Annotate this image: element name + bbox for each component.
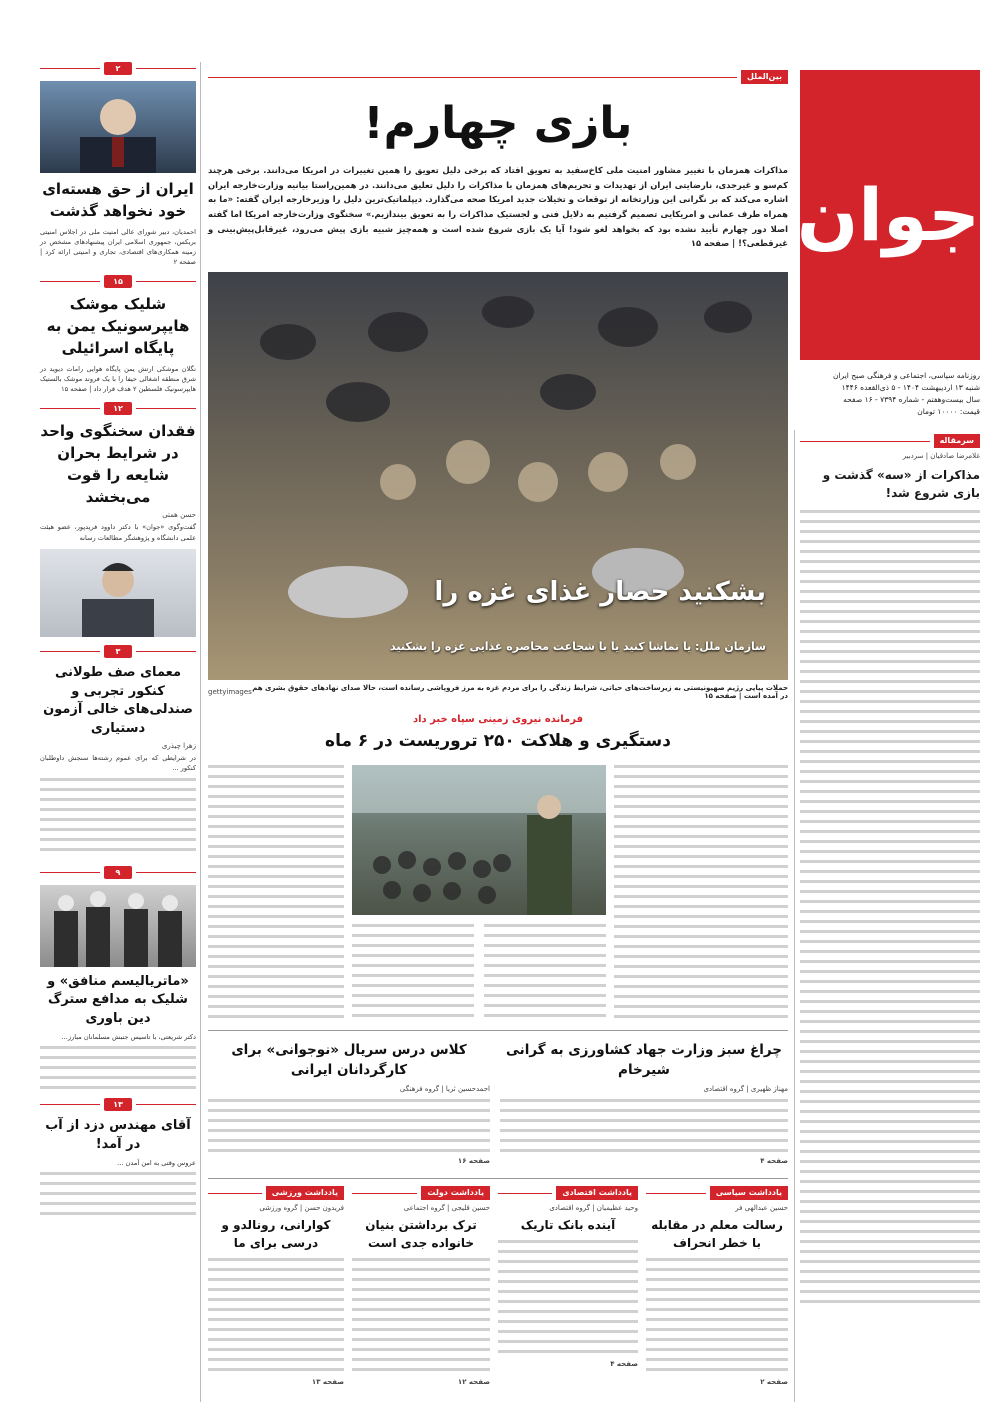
left-item <box>40 275 196 394</box>
editorial-header <box>800 434 980 448</box>
note-economic-author: وحید عظیمیان | گروه اقتصادی <box>549 1204 638 1212</box>
note-state-author: حسین قلیجی | گروه اجتماعی <box>403 1204 490 1212</box>
left-item-photo <box>40 81 196 173</box>
feature-series-body <box>208 1099 490 1157</box>
note-state-title[interactable]: ترک برداشتن بنیان خانواده جدی است <box>365 1218 477 1250</box>
note-state <box>352 1186 490 1386</box>
left-item-body: احمدیان، دبیر شورای عالی امنیت ملی در اجلاس امنیتی بریکس، جمهوری اسلامی ایران پیشنهادهای مشخص در زمینه همکاری‌های اقتصادی، تجاری و امنیتی ارائه کرد | صفحه ۲ <box>40 227 196 267</box>
left-item-title[interactable]: معمای صف طولانی کنکور تجربی و صندلی‌های خالی آزمون دستیاری <box>43 664 193 737</box>
lead-section-header <box>208 70 788 84</box>
divider <box>208 1178 788 1179</box>
left-item <box>40 62 196 267</box>
note-economic-body <box>498 1240 638 1360</box>
irgc-headline[interactable]: دستگیری و هلاکت ۲۵۰ تروریست در ۶ ماه <box>325 731 671 751</box>
left-item-body: در شرایطی که برای عموم رشته‌ها سنجش داوطلبان کنکور ... <box>40 754 196 773</box>
left-item-title[interactable]: ایران از حق هسته‌ای خود نخواهد گذشت <box>42 180 194 220</box>
editorial <box>800 434 980 1310</box>
left-item-body-lines <box>40 1046 196 1096</box>
masthead-logo-block <box>796 70 980 370</box>
note-sports-author: فریدون حسن | گروه ورزشی <box>259 1204 344 1212</box>
irgc-photo <box>352 765 606 915</box>
hero-caption: حملات پیاپی رژیم صهیونیستی به زیرساخت‌های حیاتی، شرایط زندگی را برای مردم غزه به مرز فروپاشی رسانده است، حالا صدای نهادهای حقوق بشری هم در آمده است | صفحه ۱۵ <box>252 684 788 700</box>
editorial-author: غلامرضا صادقیان | سردبیر <box>902 452 980 460</box>
note-state-body <box>352 1258 490 1378</box>
irgc-body-center-left <box>352 924 474 1024</box>
left-item-body-lines <box>40 778 196 862</box>
left-item-author: حسن همتی <box>162 511 196 520</box>
note-economic <box>498 1186 638 1368</box>
feature-series-author: احمدحسین ثریا | گروه فرهنگی <box>399 1084 490 1093</box>
feature-series-title[interactable]: کلاس درس سریال «نوجوانی» برای کارگردانان ایرانی <box>231 1042 467 1079</box>
lead-summary: مذاکرات همزمان با تغییر مشاور امنیت ملی کاخ‌سفید به تعویق افتاد که برخی دلیل تعویق را همین تغییرات در امریکا می‌دانند. برخی هرچند کم‌سو و غیرجدی، نارضایتی ایران از تهدیدات و تحریم‌های همزمان با مذاکرات را دلیل تعلیق می‌دانند. در همین‌راستا بیانیه وزارت‌خارجه ایران اشاره می‌کند که بر نگرانی این وزارتخانه از توقعات و تخیلات جدید امریکا صحه می‌گذارد. دیپلماتیک‌ترین دلیل را وزیرخارجه ایران گفته: «ما به همراه طرف عمانی و امریکایی تصمیم گرفتیم به دلایل فنی و لجستیک مذاکرات را به تعویق بیندازیم.» سخنگوی وزارت‌خارجه امریکا اما گفته اصلا دور چهارم تأیید نشده بود که بخواهد لغو شود! آیا یک بازی شروع شده است و همه‌چیز شبیه بازی پیش می‌رود، غیرقابل‌پیش‌بینی و غیرقطعی؟! | صفحه ۱۵ <box>208 164 788 249</box>
page-badge: ۳ <box>104 645 132 658</box>
masthead-info <box>800 370 980 418</box>
left-item-body: دکتر شریعتی، با تاسیس جنبش مسلمانان مبارز... <box>61 1033 196 1042</box>
note-political-label: یادداشت سیاسی <box>710 1186 788 1200</box>
masthead-info-line3: سال بیست‌وهفتم - شماره ۷۳۹۴ - ۱۶ صفحه <box>843 395 980 404</box>
masthead-info-line2: شنبه ۱۳ اردیبهشت ۱۴۰۴ - ۵ ذی‌القعده ۱۴۴۶ <box>841 383 980 392</box>
feature-series <box>208 1040 490 1165</box>
irgc-photo-illustration <box>352 765 606 915</box>
hero-photo <box>208 272 788 680</box>
hero-credit: gettyimages <box>208 688 252 696</box>
irgc-body-right <box>614 765 788 1023</box>
note-economic-title[interactable]: آینده بانک تاریک <box>520 1218 616 1232</box>
left-item-photo <box>40 885 196 967</box>
left-item-body-lines <box>40 1172 196 1222</box>
feature-dairy-author: مهناز ظهیری | گروه اقتصادی <box>703 1084 788 1093</box>
editorial-label: سرمقاله <box>934 434 980 448</box>
note-economic-page: صفحه ۴ <box>610 1360 638 1368</box>
page-badge: ۱۵ <box>104 275 132 288</box>
feature-dairy-page: صفحه ۴ <box>760 1156 788 1165</box>
lead-section <box>208 70 788 251</box>
left-item <box>40 866 196 1097</box>
note-political-page: صفحه ۲ <box>760 1378 788 1386</box>
irgc-kicker: فرمانده نیروی زمینی سپاه خبر داد <box>413 714 583 725</box>
note-state-label: یادداشت دولت <box>421 1186 490 1200</box>
hero-overlay-subtitle: سازمان ملل: یا تماشا کنید یا با شجاعت محاصره غذایی غزه را بشکنید <box>390 640 766 653</box>
left-item-body: نگلان موشکی ارتش یمن پایگاه هوایی رامات دیوید در شرق منطقه اشغالی حیفا را با یک فروند موشک بالستیک هایپرسونیک فلسطین ۲ هدف قرار داد | صفحه ۱۵ <box>40 364 196 394</box>
page-badge: ۱۳ <box>104 1098 132 1111</box>
page-badge: ۱۲ <box>104 402 132 415</box>
editorial-body-lines <box>800 510 980 1310</box>
left-item-title[interactable]: شلیک موشک هایپرسونیک یمن به پایگاه اسرائیلی <box>46 295 190 357</box>
note-economic-label: یادداشت اقتصادی <box>556 1186 638 1200</box>
hero-overlay-title[interactable]: بشکنید حصار غذای غزه را <box>434 577 766 607</box>
page-badge: ۹ <box>104 866 132 879</box>
column-divider <box>794 430 795 1402</box>
note-sports-body <box>208 1258 344 1378</box>
left-item-body: عروس وقتی به امن آمدن ... <box>117 1158 196 1167</box>
divider <box>208 1030 788 1031</box>
left-item-author: زهرا چیذری <box>161 742 196 751</box>
hero-caption-row <box>208 684 788 700</box>
left-item-title[interactable]: «ماتریالیسم منافق» و شلیک به مدافع سترگ دین باوری <box>47 973 189 1027</box>
editorial-title[interactable]: مذاکرات از «سه» گذشت و بازی شروع شد! <box>822 468 980 500</box>
feature-series-page: صفحه ۱۶ <box>457 1156 490 1165</box>
note-sports-page: صفحه ۱۳ <box>311 1378 344 1386</box>
masthead-info-line4: قیمت: ۱۰۰۰۰ تومان <box>917 407 980 416</box>
lead-section-label: بین‌الملل <box>741 70 788 84</box>
column-divider <box>200 62 201 1402</box>
irgc-body-left <box>208 765 344 1023</box>
page-badge: ۲ <box>104 62 132 75</box>
note-political <box>646 1186 788 1386</box>
left-item-title[interactable]: فقدان سخنگوی واحد در شرایط بحران شایعه را قوت می‌بخشد <box>40 422 196 506</box>
hero-photo-illustration <box>208 272 788 680</box>
left-item-body: گفت‌وگوی «جوان» با دکتر داوود فریدپور، عضو هیئت علمی دانشگاه و پژوهشگر مطالعات رسانه <box>40 523 196 542</box>
left-item <box>40 645 196 862</box>
note-political-author: حسین عبدالهی فر <box>735 1204 788 1212</box>
masthead-info-line1: روزنامه سیاسی، اجتماعی و فرهنگی صبح ایران <box>832 371 980 380</box>
note-sports-label: یادداشت ورزشی <box>266 1186 344 1200</box>
left-item <box>40 402 196 636</box>
left-item <box>40 1098 196 1222</box>
feature-dairy <box>500 1040 788 1165</box>
left-column <box>40 62 196 1222</box>
newspaper-logo: جوان <box>800 70 980 360</box>
feature-dairy-title[interactable]: چراغ سبز وزارت جهاد کشاورزی به گرانی شیرخام <box>506 1042 782 1079</box>
note-sports-title[interactable]: کوارانی، رونالدو و درسی برای ما <box>221 1218 331 1250</box>
note-sports <box>208 1186 344 1386</box>
left-item-title[interactable]: آقای مهندس دزد از آب در آمد! <box>45 1118 191 1153</box>
irgc-story-header <box>208 714 788 751</box>
note-state-page: صفحه ۱۲ <box>457 1378 490 1386</box>
feature-dairy-body <box>500 1099 788 1157</box>
lead-headline[interactable]: بازی چهارم! <box>363 98 633 149</box>
note-political-title[interactable]: رسالت معلم در مقابله با خطر انحراف <box>651 1218 783 1250</box>
irgc-body-center-right <box>484 924 606 1024</box>
left-item-photo <box>40 549 196 637</box>
note-political-body <box>646 1258 788 1378</box>
